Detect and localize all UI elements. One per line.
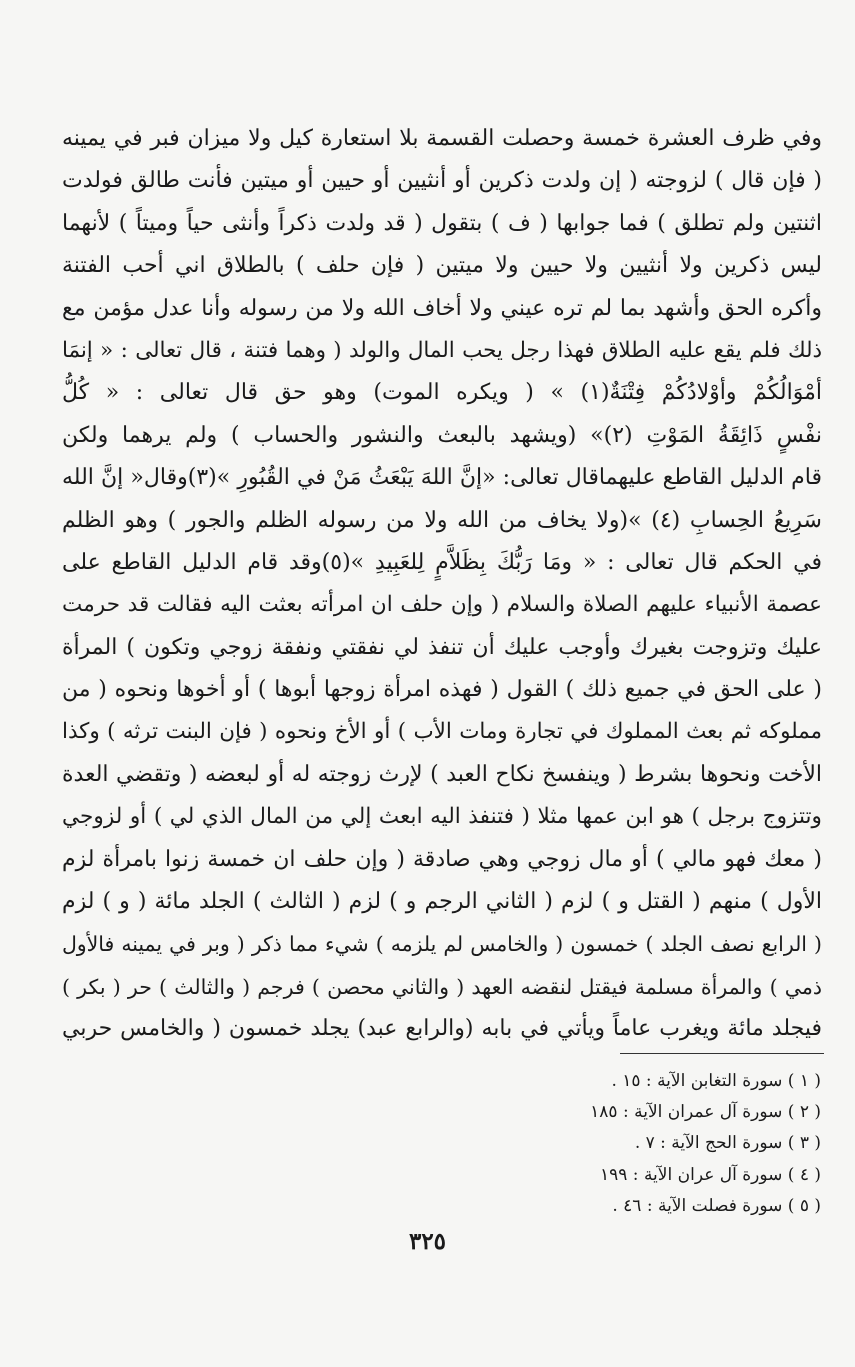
text-line: وأكره الحق وأشهد بما لم تره عيني ولا أخاف الله ولا من رسوله وأنا عدل مؤمن مع xyxy=(62,295,822,321)
text-line: سَرِيعُ الحِسابِ (٤) »(ولا يخاف من الله ولا من رسوله الظلم والجور ) وهو الظلم xyxy=(62,507,822,533)
text-line: الأخت ونحوها بشرط ( وينفسخ نكاح العبد ) لإرث زوجته له أو لبعضه ( وتقضي العدة xyxy=(62,761,822,787)
page-number: ٣٢٥ xyxy=(408,1228,447,1255)
text-line: مملوكه ثم بعث المملوك في تجارة ومات الأب ) أو الأخ ونحوه ( فإن البنت ترثه ) وكذا xyxy=(62,719,822,745)
main-text-block xyxy=(62,118,822,1051)
text-line: قام الدليل القاطع عليهماقال تعالى: «إنَّ اللهَ يَبْعَثُ مَنْ في القُبُورِ »(٣)وقال« إنَّ الله xyxy=(62,465,822,491)
text-line: وفي ظرف العشرة خمسة وحصلت القسمة بلا استعارة كيل ولا ميزان فبر في يمينه xyxy=(62,126,822,151)
footnote: ( ٣ ) سورة الحج الآية : ٧ . xyxy=(634,1133,821,1154)
footnote: ( ٤ ) سورة آل عران الآية : ١٩٩ xyxy=(600,1164,821,1185)
text-line: ( الرابع نصف الجلد ) خمسون ( والخامس لم يلزمه ) شيء مما ذكر ( وبر في يمينه فالأول xyxy=(62,932,822,957)
text-line: ( معك فهو مالي ) أو مال زوجي وهي صادقة ( وإن حلف ان خمسة زنوا بامرأة لزم xyxy=(62,846,822,872)
text-line: ( على الحق في جميع ذلك ) القول ( فهذه امرأة زوجها أبوها ) أو أخوها ونحوه ( من xyxy=(62,677,822,703)
text-line: الأول ) منهم ( القتل و ) لزم ( الثاني الرجم و ) لزم ( الثالث ) الجلد مائة ( و ) لزم xyxy=(62,889,822,915)
text-line: ( فإن قال ) لزوجته ( إن ولدت ذكرين أو أنثيين أو حيين أو ميتين فأنت طالق فولدت xyxy=(62,168,822,194)
text-line: في الحكم قال تعالى : « ومَا رَبُّكَ بِظَلاَّمٍ لِلعَبِيدِ »(٥)وقد قام الدليل القاطع على xyxy=(62,549,822,575)
text-line: أمْوَالُكُمْ وأوْلادُكُمْ فِتْنَةٌ(١) » ( ويكره الموت) وهو حق قال تعالى : « كُلُّ xyxy=(62,380,822,406)
text-line: وتتزوج برجل ) هو ابن عمها مثلا ( فتنفذ اليه ابعث إلي من المال الذي لي ) أو لزوجي xyxy=(62,804,822,830)
text-line: فيجلد مائة ويغرب عاماً ويأتي في بابه (والرابع عبد) يجلد خمسون ( والخامس حربي xyxy=(62,1016,822,1042)
footnote: ( ١ ) سورة التغابن الآية : ١٥ . xyxy=(611,1071,821,1091)
text-line: عصمة الأنبياء عليهم الصلاة والسلام ( وإن حلف ان امرأته بعثت اليه فقالت قد حرمت xyxy=(62,592,822,618)
text-line: نفْسٍ ذَائِقَةُ المَوْتِ (٢)» (ويشهد بالبعث والنشور والحساب ) ولم يرهما ولكن xyxy=(62,422,822,448)
text-line: ذلك فلم يقع عليه الطلاق فهذا رجل يحب المال والولد ( وهما فتنة ، قال تعالى : « إنمَا xyxy=(62,337,822,363)
text-line: اثنتين ولم تطلق ) فما جوابها ( ف ) بتقول ( قد ولدت ذكراً وأنثى حياً وميتاً ) لأنهما xyxy=(62,210,822,236)
text-line: عليك وتزوجت بغيرك وأوجب عليك أن تنفذ لي نفقتي ونفقة زوجي وتكون ) المرأة xyxy=(62,634,822,660)
footnotes-block xyxy=(341,1066,821,1222)
footnote: ( ٢ ) سورة آل عمران الآية : ١٨٥ xyxy=(590,1102,821,1123)
text-line: ليس ذكرين ولا أنثيين ولا حيين ولا ميتين ( فإن حلف ) بالطلاق اني أحب الفتنة xyxy=(62,253,822,279)
text-line: ذمي ) والمرأة مسلمة فيقتل لنقضه العهد ( والثاني محصن ) فرجم ( والثالث ) حر ( بكر ) xyxy=(62,974,822,999)
footnote: ( ٥ ) سورة فصلت الآية : ٤٦ . xyxy=(612,1195,821,1216)
footnote-divider xyxy=(620,1053,824,1054)
